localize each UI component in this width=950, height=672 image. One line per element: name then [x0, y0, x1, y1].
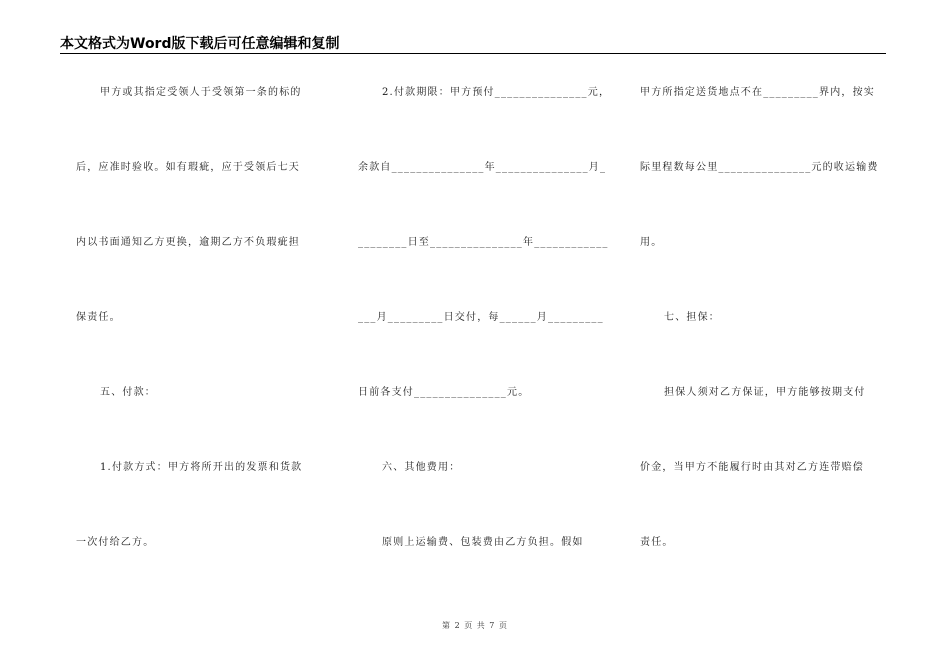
- page-number-footer: 第 2 页 共 7 页: [442, 621, 508, 630]
- paragraph-line: 担保人须对乙方保证，甲方能够按期支付: [664, 387, 866, 398]
- paragraph-line: 用。: [640, 237, 663, 248]
- header-divider: [60, 53, 886, 54]
- paragraph-line: 日前各支付_______________元。: [358, 387, 530, 398]
- paragraph-line: ___月_________日交付，每______月_________: [358, 312, 604, 323]
- text-column-middle: [358, 86, 611, 611]
- paragraph-line: 2.付款期限：甲方预付_______________元，: [382, 87, 611, 98]
- paragraph-line: 一次付给乙方。: [76, 537, 155, 548]
- paragraph-line: 责任。: [640, 537, 674, 548]
- paragraph-line: 保责任。: [76, 312, 121, 323]
- section-heading-other-fees: 六、其他费用：: [382, 462, 461, 473]
- paragraph-line: 际里程数每公里_______________元的收运输费: [640, 162, 879, 173]
- paragraph-line: 内以书面通知乙方更换，逾期乙方不负瑕疵担: [76, 237, 300, 248]
- section-heading-payment: 五、付款：: [100, 387, 156, 398]
- section-heading-guarantee: 七、担保：: [664, 312, 720, 323]
- paragraph-line: 后，应准时验收。如有瑕疵，应于受领后七天: [76, 162, 300, 173]
- paragraph-line: 原则上运输费、包装费由乙方负担。假如: [382, 537, 584, 548]
- text-column-right: [640, 86, 890, 611]
- paragraph-line: 甲方或其指定受领人于受领第一条的标的: [100, 87, 302, 98]
- paragraph-line: 价金，当甲方不能履行时由其对乙方连带赔偿: [640, 462, 864, 473]
- paragraph-line: 余款自_______________年_______________月_: [358, 162, 607, 173]
- paragraph-line: 甲方所指定送货地点不在_________界内，按实: [640, 87, 875, 98]
- paragraph-line: ________日至_______________年____________: [358, 237, 609, 248]
- text-column-left: [76, 86, 326, 611]
- document-header-title: 本文格式为Word版下载后可任意编辑和复制: [60, 36, 340, 52]
- paragraph-line: 1.付款方式：甲方将所开出的发票和货款: [100, 462, 303, 473]
